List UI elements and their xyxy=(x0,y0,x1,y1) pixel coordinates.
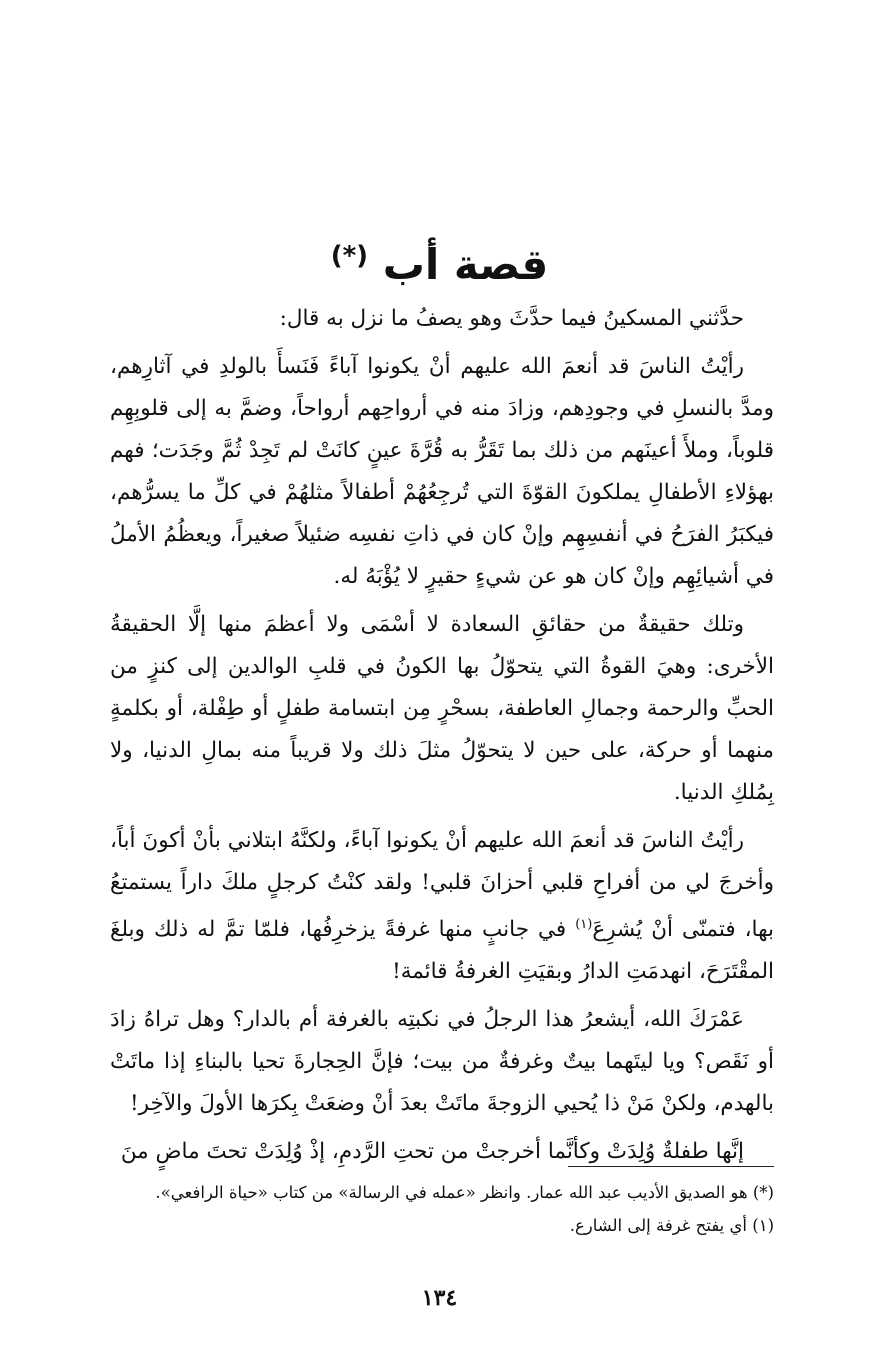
page-number: ١٣٤ xyxy=(421,1285,458,1311)
chapter-title xyxy=(0,226,879,295)
paragraph-2: رأيْتُ الناسَ قد أنعمَ الله عليهم أنْ يكونوا آباءً فَنَسأَ بالولدِ في آثارِهم، ومدَّ بالنسلِ في وجودِهم، وزادَ منه في أرواحِهم أرواحاً، وضمَّ به إلى قلوبِهِم قلوباً، وملأَ أعينَهم من ذلك بما تَقَرُّ به قُرَّةَ عينٍ كانَتْ لم تَجِدْ ثُمَّ وجَدَت؛ فهم بهؤلاءِ الأطفالِ يملكونَ القوّةَ التي تُرجِعُهُمْ أطفالاً مثلهُمْ في كلِّ ما يسرُّهم، فيكبَرُ الفرَحُ في أنفسِهِم وإنْ كان في ذاتِ نفسِه ضئيلاً صغيراً، ويعظُمُ الأملُ في أشيائِهِم وإنْ كان هو عن شيءٍ حقيرٍ لا يُؤْبَهُ له. xyxy=(110,354,774,589)
paragraph-5: عَمْرَكَ الله، أيشعرُ هذا الرجلُ في نكبتِه بالغرفة أم بالدار؟ وهل تراهُ زادَ أو نَقَص؟ ويا ليتَهما بيتٌ وغرفةٌ من بيت؛ فإنَّ الحِجارةَ تحيا بالبناءِ إذا ماتَتْ بالهدم، ولكنْ مَنْ ذا يُحيي الزوجةَ ماتَتْ بعدَ أنْ وضعَتْ بِكرَها الأولَ والآخِر! xyxy=(110,1007,774,1117)
paragraph-1: حدَّثني المسكينُ فيما حدَّثَ وهو يصفُ ما نزل به قال: xyxy=(279,306,744,331)
chapter-title-text: قصة أب xyxy=(382,240,549,290)
paragraph-3: وتلك حقيقةٌ من حقائقِ السعادة لا أسْمَى ولا أعظمَ منها إلَّا الحقيقةُ الأخرى: وهيَ القوةُ التي يتحوّلُ بها الكونُ في قلبِ الوالدين إلى كنزٍ من الحبِّ والرحمة وجمالِ العاطفة، بسحْرٍ مِن ابتسامة طفلٍ أو طِفْلة، أو بكلمةٍ منهما أو حركة، على حين لا يتحوّلُ مثلَ ذلك ولا قريباً منه بمالِ الدنيا، ولا بِمُلكِ الدنيا. xyxy=(110,612,774,805)
footnotes xyxy=(110,1176,774,1242)
paragraph-4-part-1: رأيْتُ الناسَ قد أنعمَ الله عليهم أنْ يكونوا آباءً، ولكنَّهُ ابتلاني بأنْ أكونَ أباً، وأخرجَ لي من أفراحِ قلبي أحزانَ قلبي! ولقد كنْتُ كرجلٍ ملكَ داراً يستمتعُ بها، فتمنّى أنْ يُشرِعَ xyxy=(110,828,774,943)
footnote-1: (١) أي يفتح غرفة إلى الشارع. xyxy=(569,1216,774,1235)
footnote-divider xyxy=(568,1166,774,1167)
paragraph-6: إنَّها طفلةٌ وُلِدَتْ وكأنَّما أخرجتْ من تحتِ الرَّدمِ، إذْ وُلِدَتْ تحتَ ماضٍ منَ xyxy=(120,1139,744,1165)
paragraph-4 xyxy=(110,820,774,993)
footnote-reference-1: (١) xyxy=(575,917,593,932)
title-footnote-mark: (*) xyxy=(330,241,369,272)
paragraph-4-part-2: في جانبٍ منها غرفةً يزخرِفُها، فلمّا تمَّ له ذلك وبلغَ المقْتَرَحَ، انهدمَتِ الدارُ وبقيَتِ الغرفةُ قائمة! xyxy=(110,917,774,985)
footnote-star: (*) هو الصديق الأديب عبد الله عمار. وانظر «عمله في الرسالة» من كتاب «حياة الرافعي». xyxy=(155,1183,774,1202)
main-text xyxy=(110,298,774,1179)
